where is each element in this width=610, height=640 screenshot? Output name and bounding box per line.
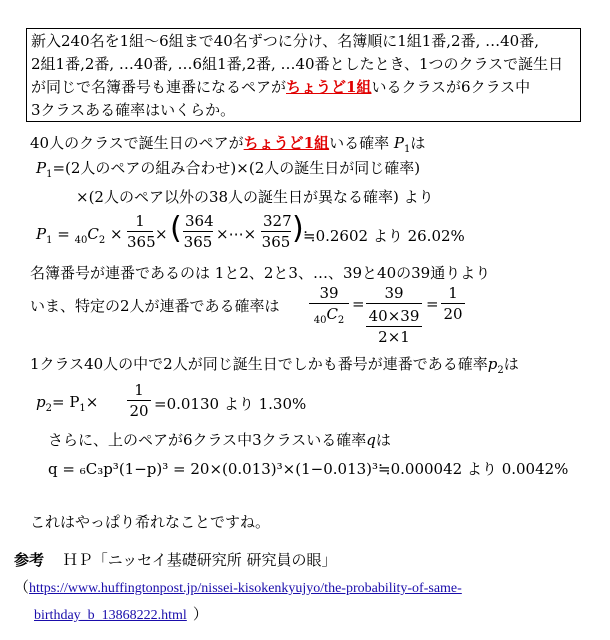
p2-subscript: 2	[497, 365, 504, 376]
solution-text: さらに、上のペアが6クラス中3クラスいる確率	[48, 431, 367, 449]
ellipsis: ×⋯×	[216, 225, 257, 243]
solution-line-8: これはやっぱり希れなことですね。	[30, 513, 271, 531]
eq1-lhs	[36, 225, 123, 246]
solution-text: は	[375, 431, 391, 449]
solution-text: 1クラス40人の中で2人が同じ誕生日でしかも番号が連番である確率	[30, 355, 488, 373]
p2-subscript: 2	[45, 403, 52, 414]
fraction-numerator: 1	[441, 283, 465, 304]
comb-post: 2	[98, 235, 106, 246]
fraction-denominator: 20	[443, 305, 463, 323]
comb-c: C	[326, 305, 338, 323]
eq2-result: =0.0130 より 1.30%	[154, 395, 307, 413]
problem-line-3a: が同じで名簿番号も連番になるペアが	[31, 78, 287, 96]
p1-subscript: 1	[46, 235, 53, 246]
reference-url-line-1	[14, 576, 462, 597]
solution-highlight: ちょうど1組	[243, 134, 330, 152]
fraction-7	[127, 380, 151, 421]
solution-text: は	[503, 355, 519, 373]
fraction-numerator: 39	[366, 283, 422, 304]
p1-symbol: P	[36, 159, 47, 177]
comb-post: 2	[337, 315, 345, 326]
reference-link-continued[interactable]: birthday_b_13868222.html	[34, 608, 187, 623]
solution-line-1	[30, 132, 425, 155]
fraction-denominator: 2×1	[378, 328, 410, 346]
fraction-numerator: 1	[127, 380, 151, 401]
comb-c: C	[87, 225, 99, 243]
problem-line-2: 2組1番,2番, …40番, …6組1番,2番, …40番としたとき、1つのクラスで誕生日	[31, 55, 564, 73]
times-sign: ×	[85, 393, 99, 411]
fraction-numerator: 327	[263, 212, 292, 230]
solution-line-5: いま、特定の2人が連番である確率は	[30, 297, 280, 315]
fraction-5	[366, 283, 422, 347]
reference-text: ＨＰ「ニッセイ基礎研究所 研究員の眼」	[62, 551, 337, 569]
reference-label: 参考	[14, 551, 45, 569]
eq1-result: ≒0.2602 より 26.02%	[303, 227, 465, 245]
solution-text: は	[410, 134, 426, 152]
reference-line	[14, 549, 337, 570]
fraction-denominator: 20	[129, 402, 149, 420]
equals-sign: =	[352, 295, 365, 313]
open-paren: （	[14, 578, 30, 596]
problem-highlight: ちょうど1組	[286, 78, 372, 96]
problem-line-4: 3クラスある確率はいくらか。	[31, 101, 236, 119]
solution-text: 40人のクラスで誕生日のペアが	[30, 134, 244, 152]
times-sign: ×	[109, 225, 123, 243]
problem-line-3c: いるクラスが6クラス中	[371, 78, 531, 96]
fraction-numerator: 364	[185, 212, 214, 230]
p1-subscript: 1	[403, 144, 411, 155]
times-sign: ×	[155, 225, 168, 243]
fraction-numerator: 39	[309, 283, 349, 304]
fraction-1	[127, 211, 156, 252]
fraction-4	[309, 283, 349, 331]
equals-sign: =	[57, 225, 70, 243]
solution-line-7	[48, 429, 391, 450]
fraction-inner-numerator: 40×39	[366, 306, 422, 327]
fraction-denominator: 365	[261, 233, 291, 251]
comb-pre: 40	[74, 235, 88, 246]
fraction-3	[261, 211, 291, 252]
solution-line-6	[30, 353, 519, 376]
p1-symbol: P	[393, 134, 404, 152]
right-paren: )	[292, 211, 304, 246]
fraction-denominator	[309, 304, 349, 331]
p1-symbol: P	[36, 225, 47, 243]
fraction-denominator: 365	[127, 233, 156, 251]
p1-subscript: 1	[46, 169, 53, 180]
fraction-6	[441, 283, 465, 324]
solution-text: いる確率	[329, 134, 390, 152]
close-paren: ）	[192, 605, 208, 623]
eq2-lhs	[36, 393, 98, 414]
comb-pre: 40	[313, 315, 327, 326]
fraction-denominator: 365	[183, 233, 213, 251]
reference-url-line-2	[34, 603, 208, 624]
eq2-middle: = P	[51, 393, 80, 411]
problem-line-3	[31, 76, 530, 98]
equation-3: q = ₆C₃p³(1−p)³ = 20×(0.013)³×(1−0.013)³≒0.000042 より 0.0042%	[48, 460, 569, 478]
p1-subscript: 1	[79, 403, 86, 414]
problem-line-1: 新入240名を1組〜6組まで40名ずつに分け、名簿順に1組1番,2番, …40番,	[31, 32, 539, 50]
fraction-2	[183, 211, 213, 252]
problem-box	[26, 28, 581, 122]
left-paren: (	[170, 211, 182, 246]
solution-line-2	[36, 157, 420, 180]
p2-symbol: p	[36, 393, 46, 411]
solution-line-3: ×(2人のペア以外の38人の誕生日が異なる確率) より	[76, 188, 434, 206]
solution-line-4: 名簿番号が連番であるのは 1と2、2と3、…、39と40の39通りより	[30, 264, 491, 282]
p2-symbol: p	[487, 355, 498, 373]
equals-sign: =	[426, 295, 439, 313]
reference-link[interactable]: https://www.huffingtonpost.jp/nissei-kisokenkyujyo/the-probability-of-same-	[29, 581, 462, 596]
fraction-numerator: 1	[127, 211, 153, 232]
q-symbol: q	[366, 431, 376, 449]
solution-text: =(2人のペアの組み合わせ)×(2人の誕生日が同じ確率)	[52, 159, 421, 177]
